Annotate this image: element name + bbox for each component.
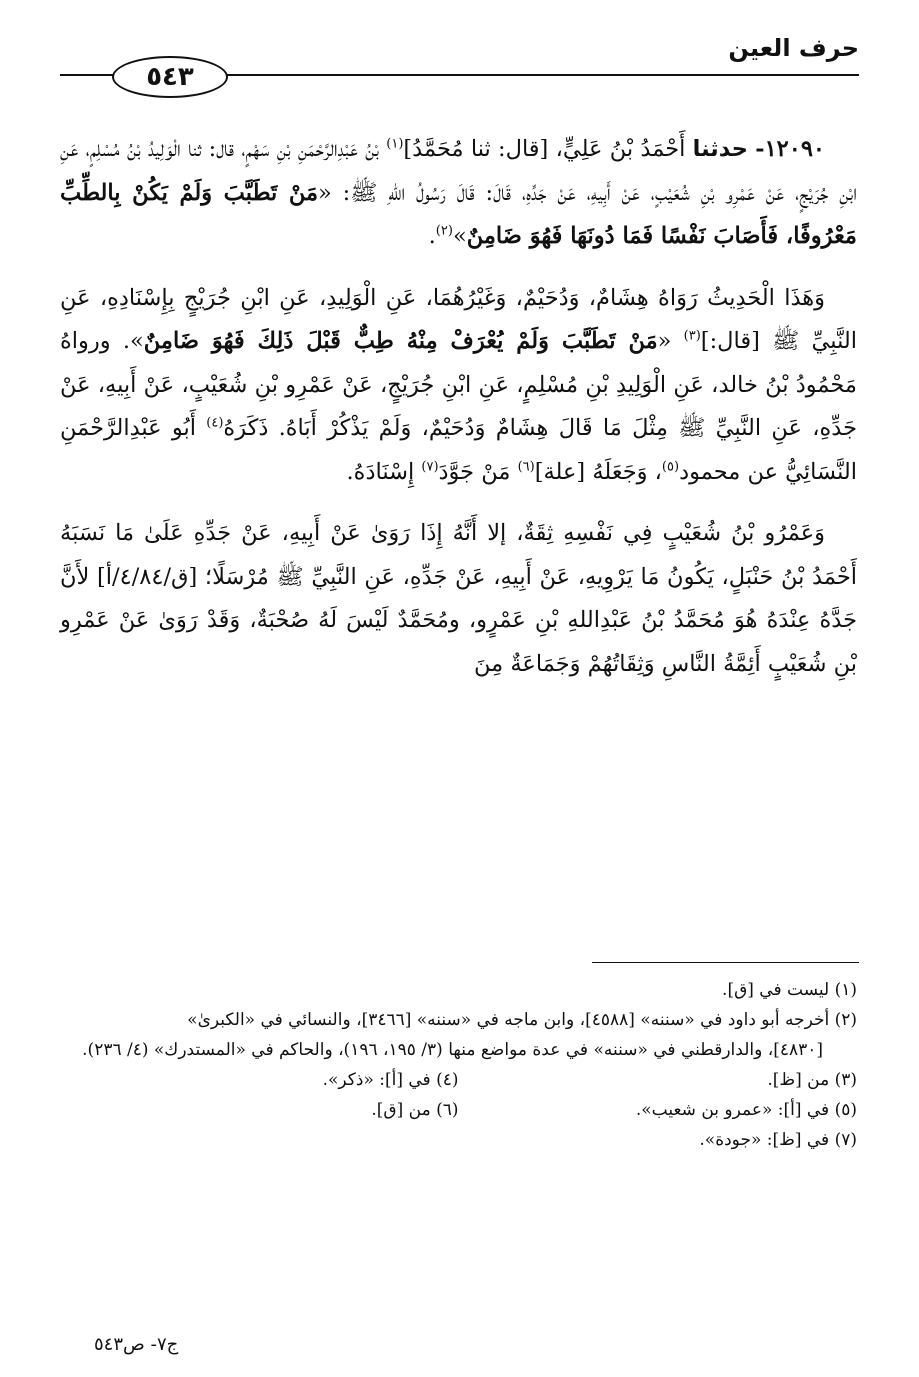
- hadith-paragraph-12090: [60, 128, 857, 259]
- commentary-text-4: ، وَجَعَلَهُ [علة]: [534, 458, 662, 485]
- footnote-ref-1[interactable]: (١): [386, 136, 404, 152]
- footnote-3: (٣) من [ظ].: [767, 1070, 857, 1090]
- footnote-7: (٧) في [ظ]: «جودة».: [699, 1130, 857, 1150]
- footnotes: [60, 975, 857, 1155]
- commentary-text-5: مَنْ جَوَّدَ: [438, 458, 518, 485]
- footnote-ref-4[interactable]: (٤): [206, 415, 224, 431]
- footnote-4: (٤) في [أ]: «ذكر».: [322, 1070, 459, 1090]
- hadith-matn-1: مَنْ تَطَبَّبَ وَلَمْ يَكُنْ بِالطِّبِّ مَعْرُوفًا، فَأَصَابَ نَفْسًا فَمَا دُونَهَا فَهُوَ ضَامِنٌ: [60, 179, 857, 249]
- commentary-text-6: إِسْنَادَهُ.: [346, 458, 422, 485]
- running-header-title: حرف العين: [728, 34, 859, 62]
- commentary-paragraph-2: وَعَمْرُو بْنُ شُعَيْبٍ فِي نَفْسِهِ ثِقَةٌ، إلا أَنَّهُ إِذَا رَوَىٰ عَنْ أَبِيهِ، عَنْ جَدِّهِ عَلَىٰ مَا نَسَبَهُ أَحْمَدُ بْنُ حَنْبَلٍ، يَكُونُ مَا يَرْوِيهِ، عَنْ أَبِيهِ، عَنْ جَدِّهِ، عَنِ النَّبِيِّ ﷺ مُرْسَلًا؛ [ق/٤/٨٤/أ] لأَنَّ جَدَّهُ عِنْدَهُ هُوَ مُحَمَّدُ بْنُ عَبْدِاللهِ بْنِ عَمْرٍو، ومُحَمَّدٌ لَيْسَ لَهُ صُحْبَةٌ، وَقَدْ رَوَىٰ عَنْ عَمْرِو بْنِ شُعَيْبٍ أَئِمَّةُ النَّاسِ وَثِقَاتُهُمْ وَجَمَاعَةٌ مِنَ: [60, 520, 858, 677]
- commentary-paragraph-1: [60, 277, 857, 495]
- commentary-text-2: ». ورواهُ مَحْمُودُ بْنُ خالد، عَنِ الْوَلِيدِ بْنِ مُسْلِمٍ، عَنِ ابْنِ جُرَيْجٍ، عَنْ عَمْرِو بْنِ شُعَيْبٍ، عَنْ أَبِيهِ، عَنْ جَدِّهِ، عَنِ النَّبِيِّ ﷺ مِثْلَ مَا قَالَ هِشَامٌ وَدُحَيْمٌ، وَلَمْ يَذْكُرْ أَبَاهُ. ذَكَرَهُ: [60, 328, 857, 441]
- volume-page-reference: ج٧- ص٥٤٣: [94, 1334, 179, 1355]
- hadith-number: ١٢٠٩٠-: [755, 136, 825, 162]
- footnote-row-5-6: [60, 1095, 857, 1125]
- period-1: .: [428, 223, 436, 249]
- footnote-5: (٥) في [أ]: «عمرو بن شعيب».: [635, 1100, 857, 1120]
- page-number: ٥٤٣: [146, 62, 194, 92]
- commentary-text-3: أَبُو عَبْدِالرَّحْمَنِ النَّسَائِيُّ عن محمود: [60, 415, 857, 485]
- footnote-ref-5[interactable]: (٥): [661, 459, 680, 474]
- commentary-text-1: وَهَذَا الْحَدِيثُ رَوَاهُ هِشَامٌ، وَدُحَيْمٌ، وَغَيْرُهُمَا، عَنِ الْوَلِيدِ، عَنِ ابْنِ جُرَيْجٍ بِإِسْنَادِهِ، عَنِ النَّبِيِّ ﷺ [قال:]: [60, 284, 857, 354]
- footnote-separator: [592, 962, 859, 963]
- main-text: [60, 128, 857, 704]
- footnote-ref-7[interactable]: (٧): [421, 459, 439, 474]
- haddathana-keyword: حدثنا: [692, 136, 748, 162]
- page-number-oval: [112, 56, 228, 98]
- footnote-ref-2[interactable]: (٢): [435, 223, 453, 239]
- footnote-2-line-2: [٤٨٣٠]، والدارقطني في «سننه» في عدة مواضع منها (٣/ ١٩٥، ١٩٦)، والحاكم في «المستدرك» (٤/ ٢٣٦).: [82, 1040, 823, 1060]
- hadith-matn-2: مَنْ تَطَبَّبَ وَلَمْ يُعْرَفْ مِنْهُ طِبٌّ قَبْلَ ذَلِكَ فَهُوَ ضَامِنٌ: [143, 328, 658, 354]
- quote-close-1: »: [452, 223, 467, 249]
- footnote-6: (٦) من [ق].: [371, 1100, 459, 1120]
- footnote-row-3-4: [60, 1065, 857, 1095]
- footnote-2-line-1: (٢) أخرجه أبو داود في «سننه» [٤٥٨٨]، وابن ماجه في «سننه» [٣٤٦٦]، والنسائي في «الكبرىٰ»: [187, 1010, 857, 1030]
- footnote-1: (١) ليست في [ق].: [722, 980, 857, 1000]
- footnote-ref-3[interactable]: (٣): [683, 328, 701, 344]
- isnad-text-2: بْنُ عَبْدِالرَّحْمَنِ بْنِ سَهْمٍ، قال: ثنا الْوَلِيدُ بْنُ مُسْلِمٍ، عَنِ ابْنِ جُرَيْجٍ، عَنْ عَمْرِو بْنِ شُعَيْبٍ، عَنْ أَبِيهِ، عَنْ جَدِّهِ، قَالَ: قَالَ رَسُولُ اللهِ ﷺ: «: [60, 136, 857, 206]
- quote-open-2: «: [657, 328, 684, 354]
- footnote-ref-6[interactable]: (٦): [517, 459, 535, 474]
- isnad-text-1: أَحْمَدُ بْنُ عَلِيٍّ، [قال: ثنا مُحَمَّدُ]: [403, 136, 693, 162]
